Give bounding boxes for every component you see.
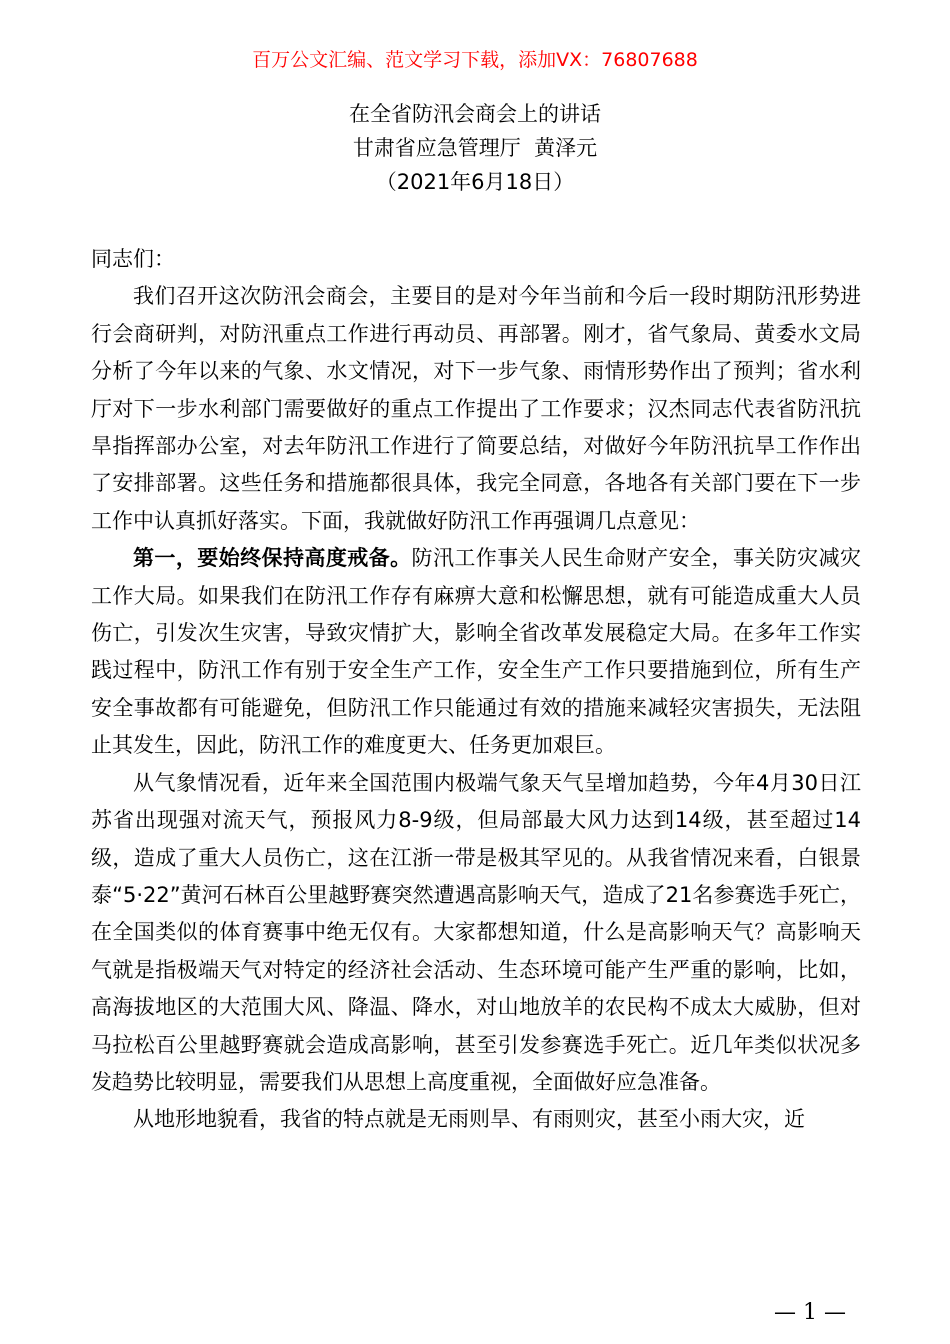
point-one-text: 防汛工作事关人民生命财产安全，事关防灾减灾工作大局。如果我们在防汛工作存有麻痹大意和松懈思想，就有可能造成重大人员伤亡，引发次生灾害，导致灾情扩大，影响全省改革发展稳定大局。在多年工作实践过程中，防汛工作有别于安全生产工作，安全生产工作只要措施到位，所有生产安全事故都有可能避免，但防汛工作只能通过有效的措施来减轻灾害损失，无法阻止其发生，因此，防汛工作的难度更大、任务更加艰巨。 [91, 546, 861, 758]
salutation: 同志们： [91, 247, 175, 271]
paragraph-weather: 从气象情况看，近年来全国范围内极端气象天气呈增加趋势，今年4月30日江苏省出现强对流天气，预报风力8-9级，但局部最大风力达到14级，甚至超过14级，造成了重大人员伤亡，这在江浙一带是极其罕见的。从我省情况来看，白银景泰“5·22”黄河石林百公里越野赛突然遭遇高影响天气，造成了21名参赛选手死亡，在全国类似的体育赛事中绝无仅有。大家都想知道，什么是高影响天气？高影响天气就是指极端天气对特定的经济社会活动、生态环境可能产生严重的影响，比如，高海拔地区的大范围大风、降温、降水，对山地放羊的农民构不成太大威胁，但对马拉松百公里越野赛就会造成高影响，甚至引发参赛选手死亡。近几年类似状况多发趋势比较明显，需要我们从思想上高度重视，全面做好应急准备。 [91, 770, 861, 1094]
speaker-line: 甘肃省应急管理厅 黄泽元 [352, 136, 598, 160]
paragraph-terrain: 从地形地貌看，我省的特点就是无雨则旱、有雨则灾，甚至小雨大灾，近 [133, 1107, 805, 1132]
speech-body [91, 241, 861, 1139]
speech-heading [0, 97, 950, 199]
promo-banner: 百万公文汇编、范文学习下载，添加VX：76807688 [252, 49, 698, 71]
page-number: — 1 — [774, 1300, 846, 1325]
paragraph-point-one [91, 540, 861, 764]
speech-date: （2021年6月18日） [375, 170, 575, 194]
paragraph-intro: 我们召开这次防汛会商会，主要目的是对今年当前和今后一段时期防汛形势进行会商研判，对防汛重点工作进行再动员、再部署。刚才，省气象局、黄委水文局分析了今年以来的气象、水文情况，对下一步气象、雨情形势作出了预判；省水利厅对下一步水利部门需要做好的重点工作提出了工作要求；汉杰同志代表省防汛抗旱指挥部办公室，对去年防汛工作进行了简要总结，对做好今年防汛抗旱工作作出了安排部署。这些任务和措施都很具体，我完全同意，各地各有关部门要在下一步工作中认真抓好落实。下面，我就做好防汛工作再强调几点意见： [91, 284, 861, 533]
speech-title: 在全省防汛会商会上的讲话 [349, 102, 601, 126]
point-one-lead: 第一，要始终保持高度戒备。 [133, 546, 412, 571]
